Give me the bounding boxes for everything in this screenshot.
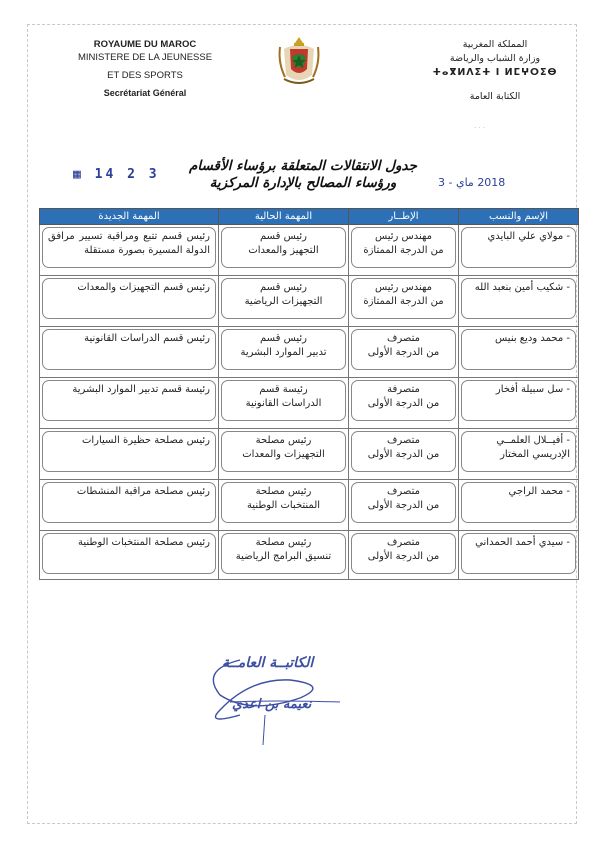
cell-grade-container	[349, 225, 459, 276]
cell-new-role-container	[40, 225, 219, 276]
cell-grade: متصرف من الدرجة الأولى	[351, 329, 456, 370]
cell-current-role-container	[219, 327, 349, 378]
signature-stamp-title: الكاتبــة العامــة	[222, 655, 314, 671]
cell-current-role-container	[219, 276, 349, 327]
department-name-ar: الكتابة العامة	[469, 91, 521, 102]
kingdom-name-tifinagh: ⵜⴰⴳⵍⴷⵉⵜ ⵏ ⵍⵎⵖⵔⵉⴱ	[432, 67, 558, 78]
cell-new-role: رئيس قسم الدراسات القانونية	[42, 329, 216, 370]
col-header-grade: الإطــار	[349, 209, 459, 225]
table-row	[40, 225, 579, 276]
signatory-name: نعيمة بن اعدي	[232, 697, 312, 712]
cell-new-role: رئيس مصلحة المنتخبات الوطنية	[42, 533, 216, 574]
cell-current-role: رئيس قسم التجهيز والمعدات	[221, 227, 346, 268]
cell-current-role-container	[219, 480, 349, 531]
kingdom-name-ar: المملكة المغربية	[462, 39, 528, 50]
col-header-current-role: المهمة الحالية	[219, 209, 349, 225]
cell-name-container	[459, 276, 579, 327]
cell-current-role: رئيس قسم تدبير الموارد البشرية	[221, 329, 346, 370]
cell-name: - محمد الراجي	[461, 482, 576, 523]
table-header-row	[40, 209, 579, 225]
title-line-1: جدول الانتقالات المتعلقة برؤساء الأقسام	[189, 158, 417, 174]
cell-current-role: رئيس مصلحة التجهيزات والمعدات	[221, 431, 346, 472]
cell-current-role: رئيس قسم التجهيزات الرياضية	[221, 278, 346, 319]
cell-new-role-container	[40, 276, 219, 327]
cell-name: - سل سبيلة أفخار	[461, 380, 576, 421]
cell-current-role: رئيس مصلحة المنتخبات الوطنية	[221, 482, 346, 523]
table-row	[40, 531, 579, 580]
cell-grade: مهندس رئيس من الدرجة الممتازة	[351, 227, 456, 268]
coat-of-arms-emblem	[276, 35, 322, 87]
ministry-header-french	[60, 38, 230, 100]
cell-name: - شكيب أمين بنعبد الله	[461, 278, 576, 319]
ministry-name-cont: ET DES SPORTS	[107, 70, 183, 81]
document-title	[178, 158, 428, 192]
department-name: Secrétariat Général	[103, 88, 187, 98]
cell-name: - محمد وديع بنيس	[461, 329, 576, 370]
col-header-new-role: المهمة الجديدة	[40, 209, 219, 225]
cell-new-role: رئيس قسم تتبع ومراقبة تسيير مرافق الدولة المسيرة بصورة مستقلة	[42, 227, 216, 268]
document-date: 2018 ماي - 3	[438, 176, 506, 189]
ministry-name: MINISTERE DE LA JEUNESSE	[77, 52, 213, 63]
cell-name: - سيدي أحمد الحمداني	[461, 533, 576, 574]
cell-grade-container	[349, 378, 459, 429]
cell-name-container	[459, 531, 579, 580]
table-row	[40, 327, 579, 378]
cell-new-role: رئيس مصلحة حظيرة السيارات	[42, 431, 216, 472]
faint-stamp-mark: · · ·	[474, 124, 486, 132]
cell-name-container	[459, 378, 579, 429]
table-row	[40, 276, 579, 327]
cell-current-role-container	[219, 225, 349, 276]
table-row	[40, 429, 579, 480]
transfers-table	[39, 208, 579, 580]
cell-new-role: رئيس مصلحة مراقبة المنشطات	[42, 482, 216, 523]
cell-current-role-container	[219, 429, 349, 480]
ministry-header-arabic	[420, 38, 570, 104]
table-row	[40, 480, 579, 531]
cell-name-container	[459, 429, 579, 480]
ministry-name-ar: وزارة الشباب والرياضة	[449, 53, 541, 64]
cell-name-container	[459, 327, 579, 378]
cell-current-role: رئيس مصلحة تنسيق البرامج الرياضية	[221, 533, 346, 574]
table-row	[40, 378, 579, 429]
cell-grade: متصرف من الدرجة الأولى	[351, 533, 456, 574]
cell-current-role: رئيسة قسم الدراسات القانونية	[221, 380, 346, 421]
cell-new-role-container	[40, 480, 219, 531]
cell-grade: مهندس رئيس من الدرجة الممتازة	[351, 278, 456, 319]
cell-grade-container	[349, 276, 459, 327]
cell-name-container	[459, 225, 579, 276]
col-header-name: الإسم والنسب	[459, 209, 579, 225]
cell-name: - مولاي علي البايدي	[461, 227, 576, 268]
cell-grade-container	[349, 327, 459, 378]
registration-number-stamp: ▦ 14 2 3	[73, 167, 160, 182]
cell-grade: متصرف من الدرجة الأولى	[351, 431, 456, 472]
cell-grade: متصرف من الدرجة الأولى	[351, 482, 456, 523]
cell-grade: متصرفة من الدرجة الأولى	[351, 380, 456, 421]
title-line-2: ورؤساء المصالح بالإدارة المركزية	[209, 175, 397, 191]
cell-new-role-container	[40, 429, 219, 480]
cell-current-role-container	[219, 378, 349, 429]
cell-grade-container	[349, 531, 459, 580]
kingdom-name: ROYAUME DU MAROC	[93, 39, 197, 50]
cell-grade-container	[349, 429, 459, 480]
cell-new-role-container	[40, 531, 219, 580]
cell-grade-container	[349, 480, 459, 531]
cell-new-role: رئيس قسم التجهيزات والمعدات	[42, 278, 216, 319]
cell-new-role: رئيسة قسم تدبير الموارد البشرية	[42, 380, 216, 421]
cell-name-container	[459, 480, 579, 531]
cell-new-role-container	[40, 327, 219, 378]
registration-icon: ▦	[73, 167, 84, 182]
cell-new-role-container	[40, 378, 219, 429]
cell-current-role-container	[219, 531, 349, 580]
cell-name: - أفيــلال العلمــي الإدريسي المختار	[461, 431, 576, 472]
